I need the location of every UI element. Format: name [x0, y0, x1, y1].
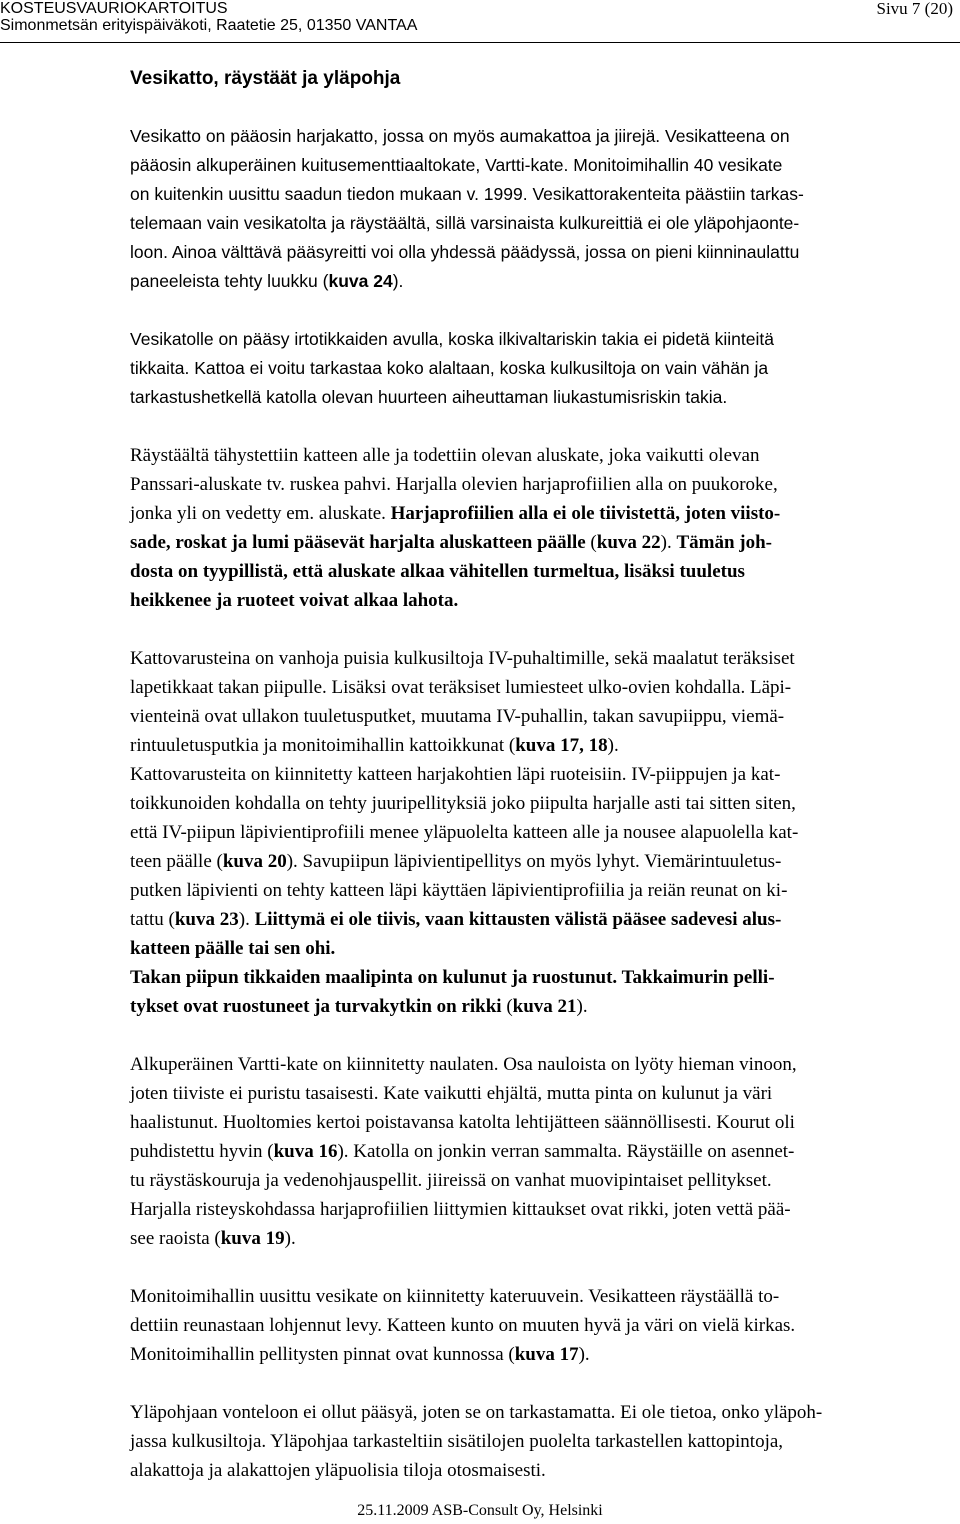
figure-reference: kuva 20 [222, 851, 287, 872]
text-line: toikkunoiden kohdalla on tehty juuripellityksiä joko piipulta harjalle asti tai sitten siten, [130, 793, 796, 814]
text-line: on kuitenkin uusittu saadun tiedon mukaan v. 1999. Vesikattorakenteita päästiin tarkas- [130, 184, 804, 204]
bold-finding: katteen päälle tai sen ohi. [130, 938, 336, 959]
bold-finding: sade, roskat ja lumi pääsevät harjalta aluskatteen päälle [130, 532, 586, 553]
text-line [130, 528, 925, 557]
text-line [130, 731, 925, 760]
text-line [130, 1224, 925, 1253]
text-run: ( [585, 532, 597, 553]
text-line: alakattoja ja alakattojen yläpuolisia tiloja otosmaisesti. [130, 1460, 546, 1481]
text-line: loon. Ainoa välttävä pääsyreitti voi olla yhdessä päädyssä, jossa on pieni kiinninaulattu [130, 242, 800, 262]
text-line: telemaan vain vesikatolta ja räystäältä, sillä varsinaista kulkureittiä ei ole yläpohjaonte- [130, 213, 800, 233]
document-title: KOSTEUSVAURIOKARTOITUS [0, 0, 228, 17]
figure-reference: kuva 17, 18 [515, 735, 608, 756]
paragraph-multipurpose-hall [130, 1282, 925, 1369]
text-line: putken läpivienti on tehty katteen läpi käyttäen läpivientiprofiilia ja reiän reunat on ki- [130, 880, 788, 901]
bold-finding: Liittymä ei ole tiivis, vaan kittausten välistä pääsee sadevesi alus- [254, 909, 782, 930]
figure-reference: kuva 22 [596, 532, 661, 553]
bold-finding: dosta on tyypillistä, että aluskate alkaa vähitellen turmeltua, lisäksi tuuletus [130, 561, 745, 582]
header-divider [0, 42, 960, 43]
text-run: ). [238, 909, 255, 930]
text-line: Kattovarusteina on vanhoja puisia kulkusiltoja IV-puhaltimille, sekä maalatut teräksiset [130, 648, 795, 669]
text-run: ). [576, 996, 588, 1017]
text-line: tu räystäskouruja ja vedenohjauspellit. jiireissä on vanhat muovipintaiset pellitykset. [130, 1170, 772, 1191]
text-run: ). [284, 1228, 296, 1249]
text-run: see raoista ( [130, 1228, 221, 1249]
text-line [130, 905, 925, 934]
text-line [130, 992, 925, 1021]
bold-finding: Harjaprofiilien alla ei ole tiivistettä, joten viisto- [390, 503, 781, 524]
bold-finding: Takan piipun tikkaiden maalipinta on kulunut ja ruostunut. Takkaimurin pelli- [130, 967, 775, 988]
paragraph-roof-access [130, 325, 925, 412]
text-line: Monitoimihallin uusittu vesikate on kiinnitetty kateruuvein. Vesikatteen räystäällä to- [130, 1286, 780, 1307]
paragraph-attic [130, 1398, 925, 1485]
figure-reference: kuva 23 [174, 909, 239, 930]
text-run: ). [607, 735, 619, 756]
section-heading: Vesikatto, räystäät ja yläpohja [130, 68, 401, 89]
text-line [130, 1137, 925, 1166]
text-line: Vesikatolle on pääsy irtotikkaiden avulla, koska ilkivaltariskin takia ei pidetä kiinteitä [130, 329, 774, 349]
text-run: puhdistettu hyvin ( [130, 1141, 274, 1162]
text-run: ). [578, 1344, 590, 1365]
figure-reference: kuva 17 [514, 1344, 579, 1365]
text-run: Monitoimihallin pellitysten pinnat ovat kunnossa ( [130, 1344, 515, 1365]
figure-reference: kuva 16 [273, 1141, 338, 1162]
bold-finding: Tämän joh- [676, 532, 773, 553]
text-line: vienteinä ovat ullakon tuuletusputket, muutama IV-puhallin, takan savupiippu, viemä- [130, 706, 785, 727]
bold-finding: heikkenee ja ruoteet voivat alkaa lahota. [130, 590, 459, 611]
paragraph-roof-equipment [130, 644, 925, 1021]
text-run: ). [392, 271, 404, 291]
bold-finding: tykset ovat ruostuneet ja turvakytkin on rikki [130, 996, 502, 1017]
text-line [130, 847, 925, 876]
text-line: pääosin alkuperäinen kuitusementtiaaltokate, Vartti-kate. Monitoimihallin 40 vesikate [130, 155, 783, 175]
text-line: että IV-piipun läpivientiprofiili menee yläpuolelta katteen alle ja nousee alapuolella kat- [130, 822, 799, 843]
text-line: dettiin reunastaan lohjennut levy. Katteen kunto on muuten hyvä ja väri on vielä kirkas. [130, 1315, 796, 1336]
text-line: Panssari-aluskate tv. ruskea pahvi. Harjalla olevien harjaprofiilien alla on puukoroke, [130, 474, 778, 495]
text-line [130, 267, 925, 296]
text-line: Alkuperäinen Vartti-kate on kiinnitetty naulaten. Osa nauloista on lyöty hieman vinoon, [130, 1054, 797, 1075]
page-footer: 25.11.2009 ASB-Consult Oy, Helsinki [357, 1502, 603, 1519]
text-line: joten tiiviste ei puristu tasaisesti. Kate vaikutti ehjältä, mutta pinta on kulunut ja väri [130, 1083, 773, 1104]
text-line [130, 499, 925, 528]
text-run: jonka yli on vedetty em. aluskate. [130, 503, 391, 524]
text-line [130, 1340, 925, 1369]
text-run: ). Katolla on jonkin verran sammalta. Räystäille on asennet- [337, 1141, 795, 1162]
site-address: Simonmetsän erityispäiväkoti, Raatetie 25, 01350 VANTAA [0, 17, 418, 34]
text-run: teen päälle ( [130, 851, 223, 872]
text-run: tattu ( [130, 909, 175, 930]
text-line: jassa kulkusiltoja. Yläpohjaa tarkasteltiin sisätilojen puolelta tarkastellen kattopintoja, [130, 1431, 784, 1452]
figure-reference: kuva 21 [512, 996, 577, 1017]
text-run: ( [501, 996, 513, 1017]
text-line: Harjalla risteyskohdassa harjaprofiilien liittymien kittaukset ovat rikki, joten vettä pää- [130, 1199, 791, 1220]
text-line: Räystäältä tähystettiin katteen alle ja todettiin olevan aluskate, joka vaikutti olevan [130, 445, 760, 466]
text-run: paneeleista tehty luukku ( [130, 271, 329, 291]
text-line: tikkaita. Kattoa ei voitu tarkastaa koko alaltaan, koska kulkusiltoja on vain vähän ja [130, 358, 769, 378]
paragraph-underlay [130, 441, 925, 615]
text-run: rintuuletusputkia ja monitoimihallin kattoikkunat ( [130, 735, 516, 756]
document-body [130, 64, 925, 1485]
text-line: Kattovarusteita on kiinnitetty katteen harjakohtien läpi ruoteisiin. IV-piippujen ja kat- [130, 764, 781, 785]
text-run: ). Savupiipun läpivientipellitys on myös lyhyt. Viemärintuuletus- [286, 851, 782, 872]
text-run: ). [660, 532, 677, 553]
page-header [0, 0, 417, 34]
text-line: haalistunut. Huoltomies kertoi poistavansa katolta lehtijätteen säännöllisesti. Kourut oli [130, 1112, 795, 1133]
text-line: Vesikatto on pääosin harjakatto, jossa on myös aumakattoa ja jiirejä. Vesikatteena on [130, 126, 790, 146]
figure-reference: kuva 24 [328, 271, 393, 291]
text-line: tarkastushetkellä katolla olevan huurteen aiheuttaman liukastumisriskin takia. [130, 387, 728, 407]
figure-reference: kuva 19 [220, 1228, 285, 1249]
text-line: Yläpohjaan vonteloon ei ollut pääsyä, joten se on tarkastamatta. Ei ole tietoa, onko yläpoh- [130, 1402, 823, 1423]
page-number: Sivu 7 (20) [876, 0, 953, 18]
text-line: lapetikkaat takan piipulle. Lisäksi ovat teräksiset lumiesteet ulko-ovien kohdalla. Läpi- [130, 677, 792, 698]
paragraph-vartti-cover [130, 1050, 925, 1253]
paragraph-roof-overview [130, 122, 925, 296]
